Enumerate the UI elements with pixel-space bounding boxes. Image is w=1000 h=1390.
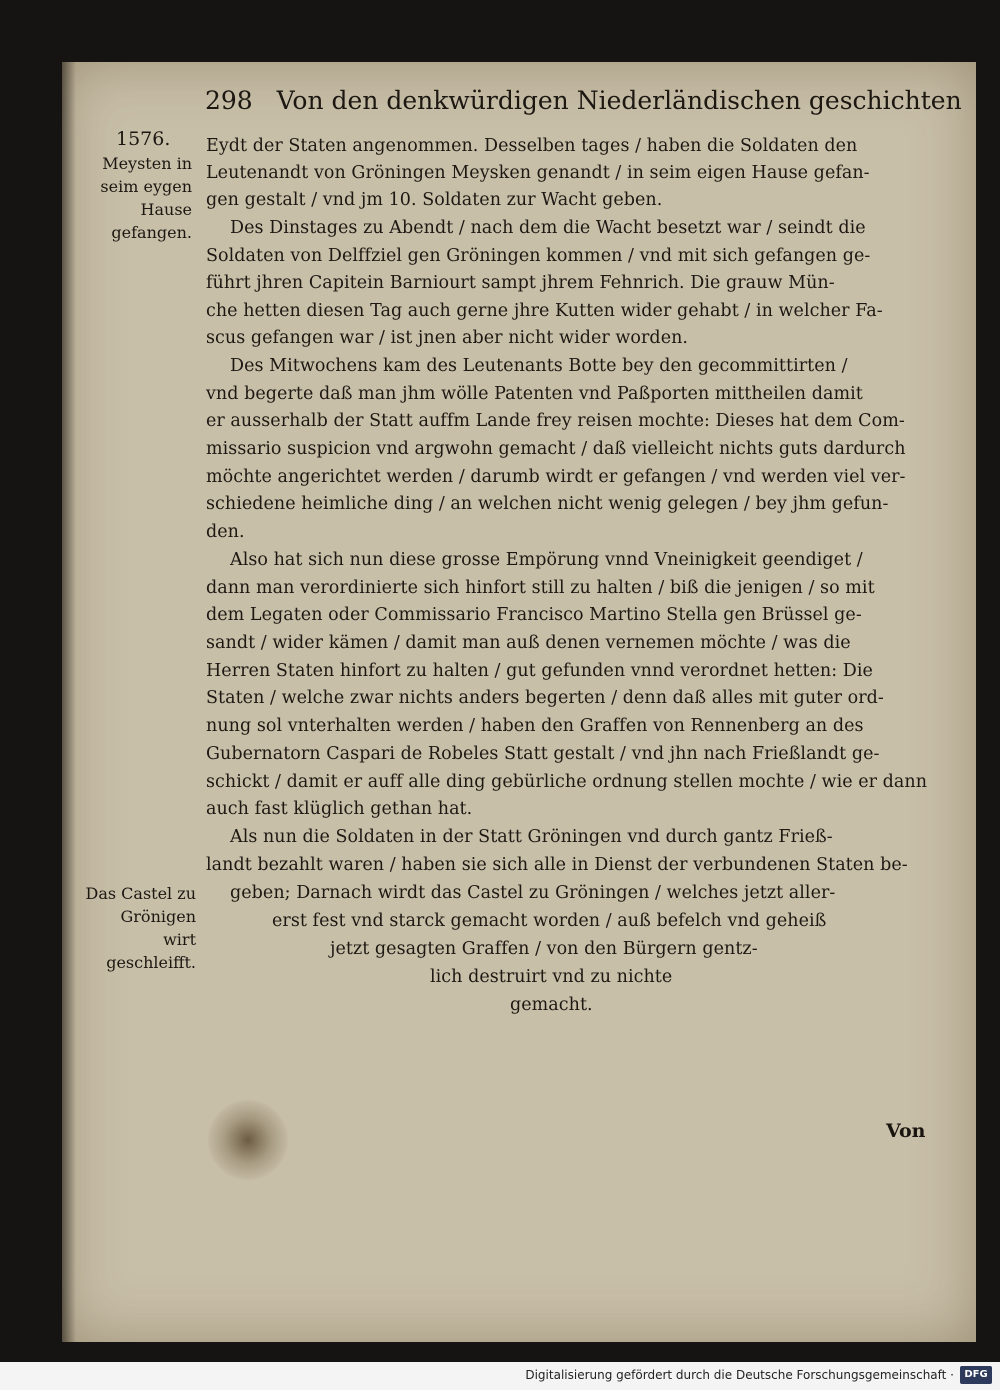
body-line: Also hat sich nun diese grosse Empörung vnnd Vneinigkeit geendiget / <box>230 550 863 570</box>
body-line: gemacht. <box>510 995 593 1015</box>
body-line: Soldaten von Delffziel gen Gröningen kommen / vnd mit sich gefangen ge- <box>206 246 871 266</box>
body-line: jetzt gesagten Graffen / von den Bürgern gentz- <box>330 939 758 959</box>
funding-credit: Digitalisierung gefördert durch die Deutsche Forschungsgemeinschaft · <box>525 1368 954 1382</box>
paper-stain <box>208 1100 288 1180</box>
body-line: Des Dinstages zu Abendt / nach dem die Wacht besetzt war / seindt die <box>230 218 866 238</box>
body-line: Staten / welche zwar nichts anders begerten / denn daß alles mit guter ord- <box>206 688 884 708</box>
body-line: landt bezahlt waren / haben sie sich alle in Dienst der verbundenen Staten be- <box>206 855 908 875</box>
body-line: dann man verordinierte sich hinfort still zu halten / biß die jenigen / so mit <box>206 578 875 598</box>
body-line: che hetten diesen Tag auch gerne jhre Kutten wider gehabt / in welcher Fa- <box>206 301 883 321</box>
body-line: geben; Darnach wirdt das Castel zu Gröningen / welches jetzt aller- <box>230 883 836 903</box>
running-head <box>205 86 962 120</box>
body-line: erst fest vnd starck gemacht worden / auß befelch vnd geheiß <box>272 911 827 931</box>
body-line: lich destruirt vnd zu nichte <box>430 967 673 987</box>
margin-year: 1576. <box>116 128 171 150</box>
binding-shadow <box>62 62 76 1342</box>
body-line: missario suspicion vnd argwohn gemacht / daß vielleicht nichts guts dardurch <box>206 439 906 459</box>
body-line: Gubernatorn Caspari de Robeles Statt gestalt / vnd jhn nach Frießlandt ge- <box>206 744 880 764</box>
page-number: 298 <box>205 86 253 115</box>
body-line: nung sol vnterhalten werden / haben den Graffen von Rennenberg an des <box>206 716 864 736</box>
catchword: Von <box>886 1120 926 1142</box>
body-line: schickt / damit er auff alle ding gebürliche ordnung stellen mochte / wie er dann <box>206 772 928 792</box>
margin-note: Meysten in seim eygen Hause gefangen. <box>100 154 192 242</box>
footer-bar <box>0 1362 1000 1390</box>
body-line: den. <box>206 522 245 542</box>
body-line: auch fast klüglich gethan hat. <box>206 799 473 819</box>
running-head-title: Von den denkwürdigen Niederländischen geschichten <box>276 86 962 115</box>
body-line: dem Legaten oder Commissario Francisco Martino Stella gen Brüssel ge- <box>206 605 862 625</box>
body-line: Des Mitwochens kam des Leutenants Botte bey den gecommittirten / <box>230 356 848 376</box>
body-line: scus gefangen war / ist jnen aber nicht wider worden. <box>206 328 689 348</box>
dfg-logo: DFG <box>960 1366 992 1384</box>
body-line: vnd begerte daß man jhm wölle Patenten vnd Paßporten mittheilen damit <box>206 384 863 404</box>
body-line: möchte angerichtet werden / darumb wirdt er gefangen / vnd werden viel ver- <box>206 467 906 487</box>
body-line: Als nun die Soldaten in der Statt Gröningen vnd durch gantz Frieß- <box>230 827 833 847</box>
body-line: er ausserhalb der Statt auffm Lande frey reisen mochte: Dieses hat dem Com- <box>206 411 905 431</box>
body-line: Eydt der Staten angenommen. Desselben tages / haben die Soldaten den <box>206 136 858 156</box>
body-line: schiedene heimliche ding / an welchen nicht wenig gelegen / bey jhm gefun- <box>206 494 889 514</box>
body-line: führt jhren Capitein Barniourt sampt jhrem Fehnrich. Die grauw Mün- <box>206 273 835 293</box>
body-line: Leutenandt von Gröningen Meysken genandt / in seim eigen Hause gefan- <box>206 163 870 183</box>
margin-note: Das Castel zu Grönigen wirt geschleifft. <box>85 884 196 972</box>
body-line: gen gestalt / vnd jm 10. Soldaten zur Wacht geben. <box>206 190 663 210</box>
body-line: Herren Staten hinfort zu halten / gut gefunden vnnd verordnet hetten: Die <box>206 661 873 681</box>
body-line: sandt / wider kämen / damit man auß denen vernemen möchte / was die <box>206 633 851 653</box>
